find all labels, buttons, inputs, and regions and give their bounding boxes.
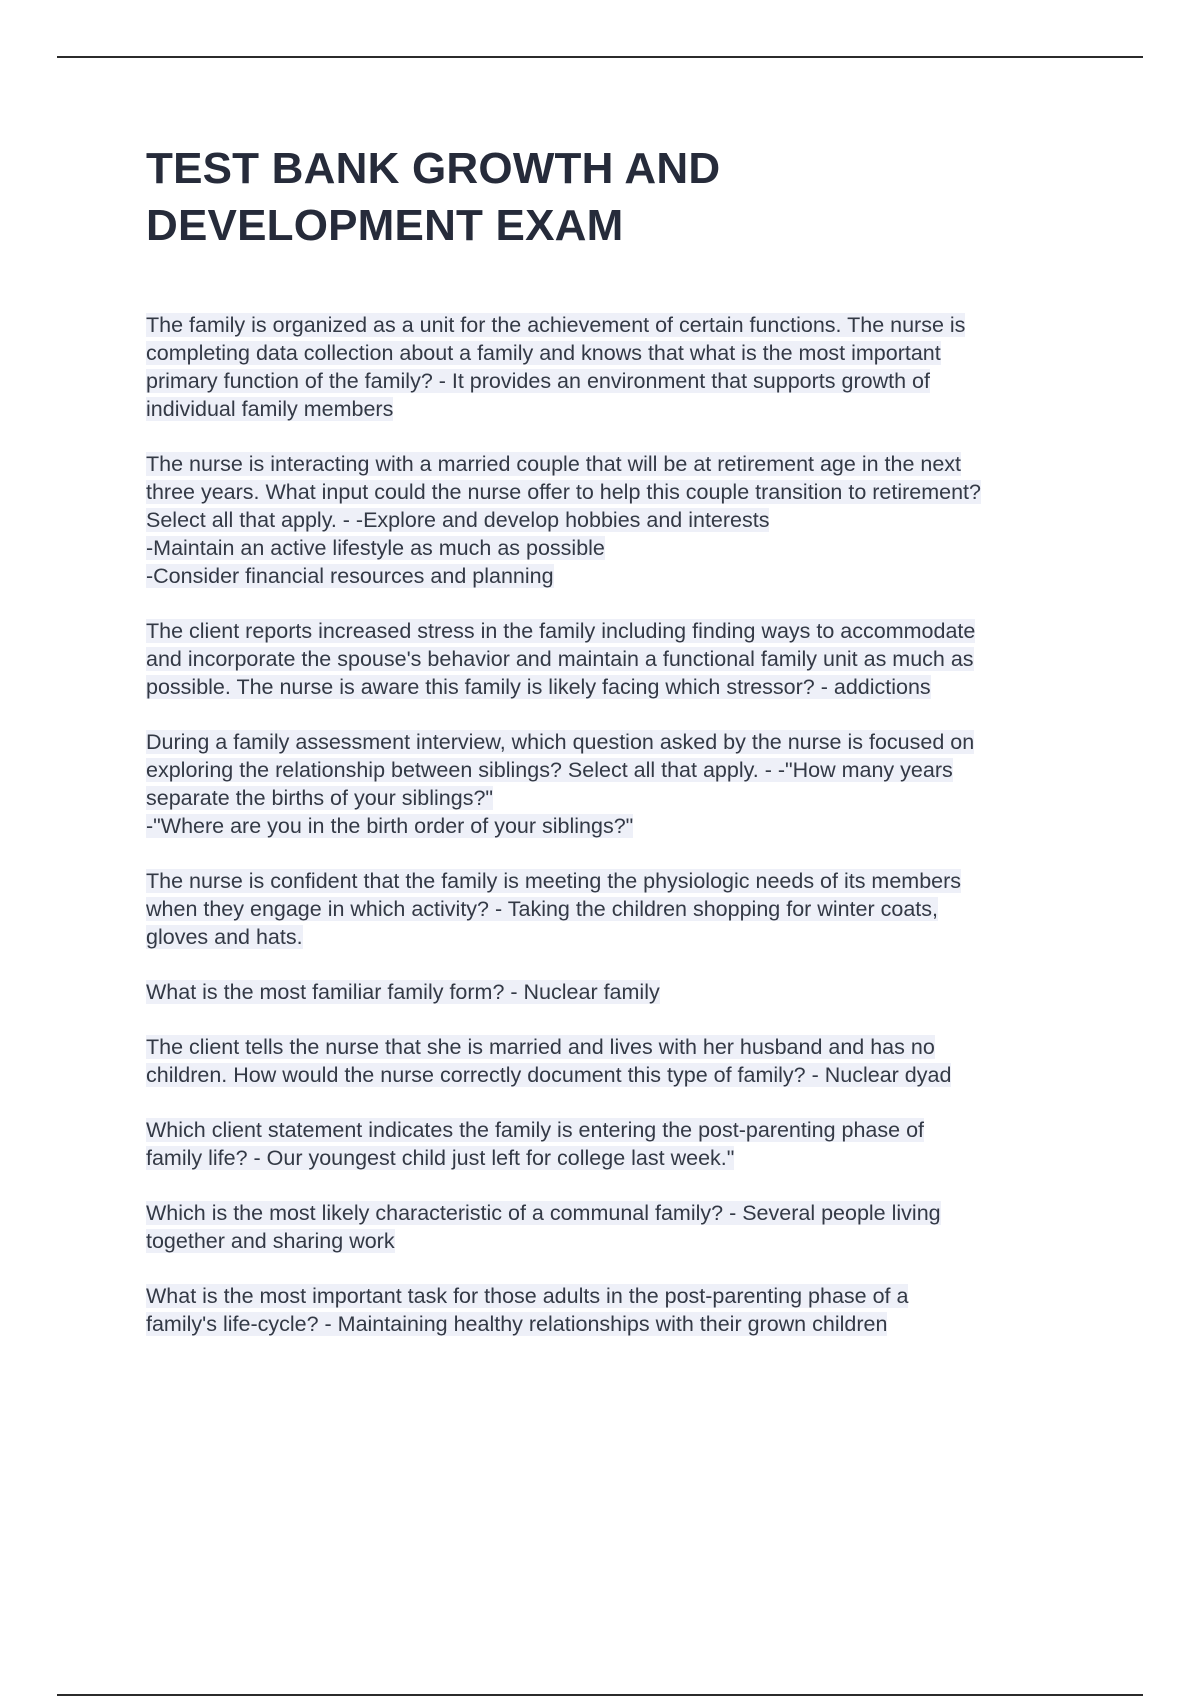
- question-item: [146, 311, 1106, 423]
- question-text-line: The client reports increased stress in the family including finding ways to accommodate: [146, 619, 976, 643]
- question-text-line: -"Where are you in the birth order of your siblings?": [146, 814, 634, 838]
- question-text-line: family life? - Our youngest child just left for college last week.": [146, 1146, 735, 1170]
- question-item: [146, 450, 1106, 590]
- question-text-line: The family is organized as a unit for the achievement of certain functions. The nurse is: [146, 313, 966, 337]
- question-text-line: The nurse is confident that the family is meeting the physiologic needs of its members: [146, 869, 962, 893]
- question-text-line: possible. The nurse is aware this family is likely facing which stressor? - addictions: [146, 675, 931, 699]
- question-text-line: -Maintain an active lifestyle as much as possible: [146, 536, 605, 560]
- question-text-line: primary function of the family? - It provides an environment that supports growth of: [146, 369, 930, 393]
- question-text-line: separate the births of your siblings?": [146, 786, 494, 810]
- question-item: [146, 1033, 1106, 1089]
- question-text-line: Which client statement indicates the family is entering the post-parenting phase of: [146, 1118, 924, 1142]
- question-item: [146, 1282, 1106, 1338]
- question-text-line: completing data collection about a family and knows that what is the most important: [146, 341, 941, 365]
- question-item: [146, 1199, 1106, 1255]
- question-text-line: What is the most important task for those adults in the post-parenting phase of a: [146, 1284, 909, 1308]
- question-text-line: Select all that apply. - -Explore and develop hobbies and interests: [146, 508, 770, 532]
- question-text-line: individual family members: [146, 397, 394, 421]
- question-text-line: when they engage in which activity? - Taking the children shopping for winter coats,: [146, 897, 938, 921]
- question-item: [146, 867, 1106, 951]
- question-text-line: family's life-cycle? - Maintaining healthy relationships with their grown children: [146, 1312, 888, 1336]
- question-text-line: children. How would the nurse correctly document this type of family? - Nuclear dyad: [146, 1063, 952, 1087]
- question-list: [146, 311, 1106, 1338]
- question-text-line: Which is the most likely characteristic of a communal family? - Several people living: [146, 1201, 941, 1225]
- question-item: [146, 617, 1106, 701]
- question-item: [146, 978, 1106, 1006]
- question-text-line: During a family assessment interview, which question asked by the nurse is focused on: [146, 730, 975, 754]
- bottom-rule: [57, 1694, 1143, 1696]
- question-text-line: together and sharing work: [146, 1229, 395, 1253]
- question-text-line: What is the most familiar family form? - Nuclear family: [146, 980, 660, 1004]
- top-rule: [57, 56, 1143, 58]
- question-text-line: three years. What input could the nurse offer to help this couple transition to retirement?: [146, 480, 981, 504]
- document-title-line: DEVELOPMENT EXAM: [146, 201, 624, 250]
- question-text-line: -Consider financial resources and planning: [146, 564, 554, 588]
- question-text-line: and incorporate the spouse's behavior and maintain a functional family unit as much as: [146, 647, 974, 671]
- document-body: [146, 140, 1106, 1365]
- question-text-line: exploring the relationship between siblings? Select all that apply. - -"How many years: [146, 758, 953, 782]
- question-text-line: The nurse is interacting with a married couple that will be at retirement age in the next: [146, 452, 962, 476]
- question-item: [146, 728, 1106, 840]
- question-text-line: The client tells the nurse that she is married and lives with her husband and has no: [146, 1035, 935, 1059]
- question-text-line: gloves and hats.: [146, 925, 303, 949]
- document-title-line: TEST BANK GROWTH AND: [146, 144, 721, 193]
- document-title: [146, 140, 1106, 254]
- question-item: [146, 1116, 1106, 1172]
